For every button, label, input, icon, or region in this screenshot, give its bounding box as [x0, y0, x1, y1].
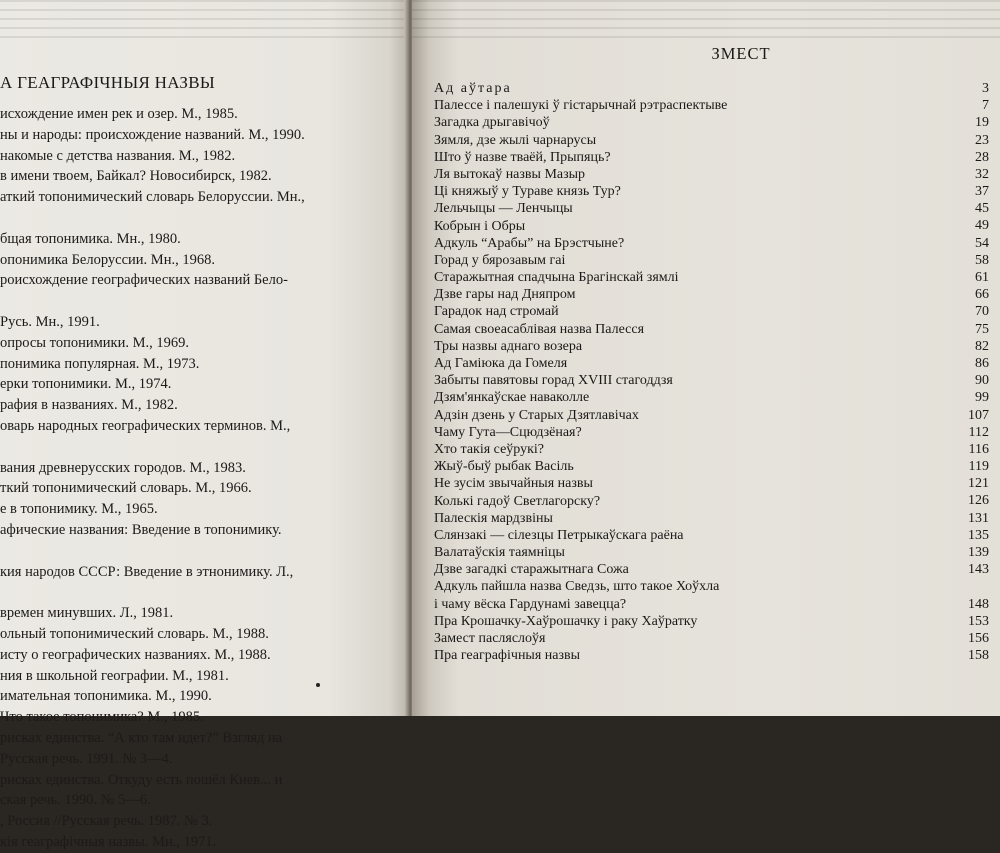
toc-entry: [434, 132, 989, 149]
toc-entry-title: [434, 372, 673, 389]
toc-entry: [434, 407, 989, 424]
toc-entry-page-number: 70: [975, 304, 989, 320]
toc-entry-title-line: Гарадок над стромай: [434, 304, 559, 320]
right-page: [412, 0, 1000, 716]
toc-entry-page-number: 61: [975, 270, 989, 286]
reference-line: [0, 541, 400, 562]
reference-line: ния в школьной географии. М., 1981.: [0, 667, 229, 684]
toc-entry-page-number: 28: [975, 149, 989, 165]
toc-entry-title-line: Чаму Гута—Сцюдзёная?: [434, 424, 582, 440]
toc-entry-title: [434, 200, 573, 217]
toc-entry-title-line: Пра Крошачку-Хаўрошачку і раку Хаўратку: [434, 613, 698, 629]
toc-entry-title-line: Лельчыцы — Ленчыцы: [434, 201, 573, 217]
toc-entry-page-number: 158: [968, 648, 989, 664]
toc-entry-title: [434, 114, 550, 131]
toc-entry-title: [434, 269, 679, 286]
toc-entry-page-number: 75: [975, 321, 989, 337]
toc-entry-title: [434, 166, 585, 183]
toc-title: ЗМЕСТ: [711, 44, 771, 63]
toc-entry: [434, 458, 989, 475]
toc-entry-title: [434, 235, 624, 252]
toc-entry: [434, 149, 989, 166]
toc-entry: [434, 647, 989, 664]
toc-entry-page-number: 32: [975, 166, 989, 182]
toc-entry-title: [434, 355, 567, 372]
reference-line: е в топонимику. М., 1965.: [0, 501, 158, 518]
toc-entry-title-line: Ад Гаміюка да Гомеля: [434, 356, 568, 371]
toc-entry-title-line: Адкуль “Арабы” на Брэстчыне?: [434, 235, 625, 251]
toc-entry-title: [434, 252, 565, 269]
toc-entry: [434, 441, 989, 458]
toc-entry: [434, 183, 989, 200]
toc-entry-page-number: 3: [982, 80, 989, 96]
reference-line: исхождение имен рек и озер. М., 1985.: [0, 106, 238, 122]
toc-entry-page-number: 121: [968, 476, 989, 492]
toc-entry-title: [434, 321, 644, 338]
toc-entry-title-line: Зямля, дзе жылі чарнарусы: [434, 132, 597, 148]
toc-entry-title: [434, 149, 611, 166]
table-of-contents: [434, 80, 989, 664]
reference-line: ткий топонимический словарь. М., 1966.: [0, 480, 252, 497]
toc-entry-page-number: 107: [968, 407, 989, 423]
toc-entry-title-line: Самая своеасаблівая назва Палесся: [434, 321, 645, 337]
reference-line: [0, 208, 400, 229]
reference-line: ская речь. 1990. № 5—6.: [0, 792, 151, 809]
toc-entry-title: [434, 458, 574, 475]
reference-line: рисках единства. Откуду есть пошёл Киев... и: [0, 771, 283, 788]
toc-entry-title-line: Не зусім звычайныя назвы: [434, 476, 593, 492]
toc-entry-page-number: 7: [982, 98, 989, 114]
reference-line: , Россия //Русская речь. 1987. № 3.: [0, 813, 213, 830]
reference-line: оварь народных географических терминов. М.,: [0, 417, 291, 434]
toc-entry-page-number: 119: [968, 459, 989, 475]
toc-entry: [434, 252, 989, 269]
toc-entry-title-line: Замест пасляслоўя: [434, 631, 546, 647]
toc-entry: [434, 510, 989, 527]
reference-line: кія геаграфічныя назвы. Мн., 1971.: [0, 833, 217, 850]
toc-entry-title-line: Што ў назве тваёй, Прыпяць?: [434, 149, 611, 165]
reference-line: [0, 437, 400, 458]
left-page-title: А ГЕАГРАФІЧНЫЯ НАЗВЫ: [0, 73, 215, 92]
bleed-through: [0, 0, 410, 40]
toc-entry-page-number: 37: [975, 184, 989, 200]
toc-entry: [434, 561, 989, 578]
reference-line: рафия в названиях. М., 1982.: [0, 397, 178, 414]
toc-entry-title-line: Жыў-быў рыбак Васіль: [434, 459, 574, 475]
reference-line: [0, 582, 400, 603]
toc-entry-title-line: Загадка дрыгавічоў: [434, 115, 550, 131]
toc-entry: [434, 97, 989, 114]
reference-line: Русь. Мн., 1991.: [0, 313, 100, 330]
reference-line: имательная топонимика. М., 1990.: [0, 688, 212, 705]
toc-entry-title: [434, 97, 727, 114]
toc-entry: [434, 544, 989, 561]
toc-entry-title-line: Палескія мардзвіны: [434, 510, 553, 526]
toc-entry-title-line: Забыты павятовы горад XVIII стагоддзя: [434, 373, 673, 389]
toc-entry-page-number: 99: [975, 390, 989, 406]
toc-entry-title-line: Дзям'янкаўскае наваколле: [434, 390, 590, 406]
toc-entry-page-number: 19: [975, 115, 989, 131]
toc-entry-title-line: Ад аўтара: [434, 81, 512, 96]
toc-entry: [434, 372, 989, 389]
ink-dot: [316, 683, 320, 687]
toc-entry-title: [434, 630, 545, 647]
toc-entry-title-line: Адкуль пайшла назва Сведзь, што такое Хоўхла: [434, 579, 720, 595]
toc-entry-title: [434, 510, 553, 527]
toc-entry-title: [434, 613, 697, 630]
toc-entry-title: [434, 286, 575, 303]
toc-entry-title: [434, 561, 629, 578]
toc-entry-page-number: 54: [975, 235, 989, 251]
toc-entry-page-number: 148: [968, 596, 989, 612]
toc-entry-page-number: 90: [975, 373, 989, 389]
toc-entry-title-line: Тры назвы аднаго возера: [434, 338, 583, 354]
reference-line: вания древнерусских городов. М., 1983.: [0, 459, 246, 476]
toc-entry-page-number: 86: [975, 355, 989, 371]
toc-entry-title-line: Ці княжыў у Тураве князь Тур?: [434, 184, 621, 200]
reference-line: кия народов СССР: Введение в этнонимику. Л.,: [0, 563, 294, 580]
toc-entry-page-number: 58: [975, 252, 989, 268]
toc-entry-title: [434, 407, 639, 424]
toc-entry: [434, 80, 989, 97]
toc-entry-title-line: Палессе і палешукі ў гістарычнай рэтраспектыве: [434, 98, 728, 114]
reference-line: в имени твоем, Байкал? Новосибирск, 1982.: [0, 168, 272, 185]
reference-line: рисках единства. “А кто там идет?” Взгляд на: [0, 729, 283, 746]
toc-entry-title: [434, 303, 559, 320]
toc-entry-title: [434, 218, 525, 235]
reference-line: Что такое топонимика? М., 1985.: [0, 709, 204, 726]
reference-line: времен минувших. Л., 1981.: [0, 605, 174, 622]
reference-list: [0, 104, 400, 853]
toc-entry-title-line: Валатаўскія таямніцы: [434, 545, 565, 561]
toc-entry-title-line: Пра геаграфічныя назвы: [434, 648, 581, 664]
toc-entry: [434, 166, 989, 183]
toc-entry: [434, 355, 989, 372]
toc-entry-title: [434, 527, 684, 544]
left-page: [0, 0, 410, 850]
toc-entry-title-line: Дзве гары над Дняпром: [434, 287, 576, 303]
toc-entry: [434, 389, 989, 406]
reference-line: исту о географических названиях. М., 1988.: [0, 646, 271, 663]
toc-entry-title-line: Кобрын і Обры: [434, 218, 526, 234]
toc-entry-title-line: Слянзакі — сілезцы Петрыкаўскага раёна: [434, 527, 684, 543]
toc-entry: [434, 303, 989, 320]
reference-line: понимика популярная. М., 1973.: [0, 355, 200, 372]
toc-entry: [434, 613, 989, 630]
toc-entry-title-line: і чаму вёска Гардунамі завецца?: [434, 596, 627, 612]
toc-entry-title: [434, 493, 600, 510]
reference-line: роисхождение географических названий Бело-: [0, 272, 288, 289]
toc-entry: [434, 286, 989, 303]
toc-entry: [434, 578, 989, 612]
toc-entry: [434, 338, 989, 355]
toc-entry: [434, 527, 989, 544]
toc-entry-title: [434, 424, 582, 441]
toc-entry-page-number: 116: [968, 441, 989, 457]
toc-entry-title: [434, 475, 593, 492]
toc-entry-page-number: 139: [968, 545, 989, 561]
toc-entry: [434, 235, 989, 252]
toc-entry-title-line: Старажытная спадчына Брагінскай зямлі: [434, 270, 679, 286]
toc-entry-page-number: 66: [975, 287, 989, 303]
toc-entry-page-number: 143: [968, 562, 989, 578]
toc-entry-title-line: Дзве загадкі старажытнага Сожа: [434, 562, 629, 578]
reference-line: [0, 291, 400, 312]
toc-entry: [434, 424, 989, 441]
toc-entry-title: [434, 183, 621, 200]
toc-entry-page-number: 131: [968, 510, 989, 526]
reference-line: афические названия: Введение в топонимику.: [0, 521, 282, 538]
toc-entry-title-line: Адзін дзень у Старых Дзятлавічах: [434, 407, 639, 423]
toc-entry-page-number: 153: [968, 613, 989, 629]
reference-line: опонимика Белоруссии. Мн., 1968.: [0, 251, 215, 268]
toc-entry-title: [434, 578, 719, 612]
toc-entry: [434, 114, 989, 131]
reference-line: опросы топонимики. М., 1969.: [0, 334, 189, 351]
toc-entry-page-number: 82: [975, 338, 989, 354]
toc-entry-title-line: Колькі гадоў Светлагорску?: [434, 493, 601, 509]
toc-entry-title-line: Хто такія сеўрукі?: [434, 441, 544, 457]
toc-entry: [434, 321, 989, 338]
toc-entry-page-number: 49: [975, 218, 989, 234]
toc-entry: [434, 200, 989, 217]
toc-entry-page-number: 23: [975, 132, 989, 148]
toc-entry-title-line: Горад у бярозавым гаі: [434, 252, 566, 268]
toc-entry: [434, 493, 989, 510]
reference-line: ольный топонимический словарь. М., 1988.: [0, 625, 269, 642]
bleed-through: [412, 0, 1000, 40]
toc-entry-title: [434, 441, 544, 458]
toc-entry-title: [434, 80, 512, 97]
toc-entry-title: [434, 647, 580, 664]
toc-entry-page-number: 135: [968, 527, 989, 543]
toc-entry: [434, 475, 989, 492]
toc-entry-page-number: 126: [968, 493, 989, 509]
toc-entry: [434, 269, 989, 286]
toc-entry-title: [434, 544, 565, 561]
reference-line: ерки топонимики. М., 1974.: [0, 376, 172, 393]
toc-entry: [434, 218, 989, 235]
toc-entry-title: [434, 132, 596, 149]
toc-entry-title: [434, 389, 589, 406]
toc-entry-page-number: 45: [975, 201, 989, 217]
reference-line: накомые с детства названия. М., 1982.: [0, 147, 236, 164]
reference-line: Русская речь. 1991. № 3—4.: [0, 750, 173, 767]
reference-line: ны и народы: происхождение названий. М., 1990.: [0, 126, 305, 143]
toc-entry-title-line: Ля вытокаў назвы Мазыр: [434, 166, 586, 182]
toc-entry-title: [434, 338, 582, 355]
toc-entry-page-number: 112: [968, 424, 989, 440]
reference-line: аткий топонимический словарь Белоруссии. Мн.,: [0, 189, 305, 206]
toc-entry-page-number: 156: [968, 631, 989, 646]
toc-entry: [434, 630, 989, 647]
reference-line: бщая топонимика. Мн., 1980.: [0, 230, 181, 247]
